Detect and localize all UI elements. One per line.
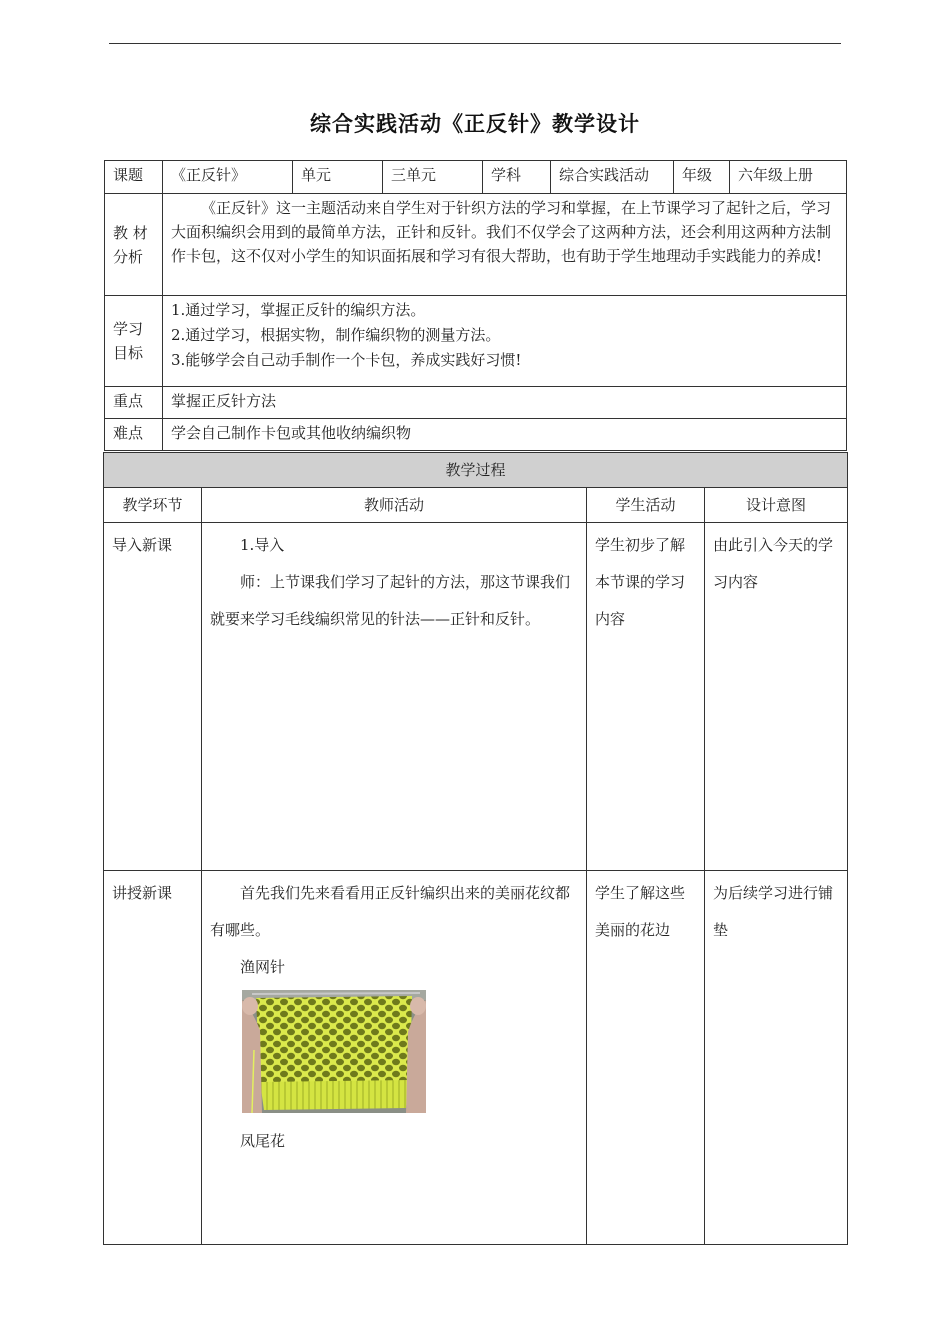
analysis-text: 《正反针》这一主题活动来自学生对于针织方法的学习和掌握，在上节课学习了起针之后，学习大面积编织会用到的最简单方法，正针和反针。我们不仅学会了这两种方法，还会利用这两种方法制作卡包，这不仅对小学生的知识面拓展和学习有很大帮助，也有助于学生地理动手实践能力的养成! bbox=[171, 199, 832, 265]
process-band bbox=[104, 453, 848, 488]
unit-label: 单元 bbox=[293, 161, 383, 194]
header-teacher: 教师活动 bbox=[202, 488, 587, 523]
grade-label: 年级 bbox=[674, 161, 730, 194]
intro-heading: 1.导入 bbox=[240, 536, 285, 554]
goals-label: 学习 目标 bbox=[105, 296, 163, 387]
teach-student: 学生了解这些美丽的花边 bbox=[587, 871, 705, 1245]
knitting-photo bbox=[242, 990, 426, 1113]
teach-intent: 为后续学习进行铺垫 bbox=[705, 871, 848, 1245]
goal-item: 3.能够学会自己动手制作一个卡包，养成实践好习惯! bbox=[171, 351, 522, 369]
pattern-fishnet-label: 渔网针 bbox=[240, 958, 286, 976]
info-row-key-point bbox=[105, 387, 847, 419]
header-student: 学生活动 bbox=[587, 488, 705, 523]
process-row-intro bbox=[104, 523, 848, 871]
difficulty-label: 难点 bbox=[105, 419, 163, 451]
process-table bbox=[103, 452, 848, 1245]
unit-value: 三单元 bbox=[383, 161, 483, 194]
pattern-phoenix-label: 凤尾花 bbox=[240, 1132, 286, 1150]
key-point-text: 掌握正反针方法 bbox=[163, 387, 847, 419]
info-row-analysis bbox=[105, 194, 847, 296]
analysis-label: 教 材 分析 bbox=[105, 194, 163, 296]
goal-item: 1.通过学习，掌握正反针的编织方法。 bbox=[171, 301, 426, 319]
header-stage: 教学环节 bbox=[104, 488, 202, 523]
process-band-title: 教学过程 bbox=[104, 453, 848, 488]
intro-teacher-text: 师：上节课我们学习了起针的方法，那这节课我们就要来学习毛线编织常见的针法——正针和反针。 bbox=[210, 573, 571, 628]
topic-label: 课题 bbox=[105, 161, 163, 194]
header-rule bbox=[109, 43, 841, 44]
teach-teacher-text: 首先我们先来看看用正反针编织出来的美丽花纹都有哪些。 bbox=[210, 884, 571, 939]
topic-value: 《正反针》 bbox=[163, 161, 293, 194]
subject-value: 综合实践活动 bbox=[551, 161, 674, 194]
stage-intro: 导入新课 bbox=[104, 523, 202, 871]
intro-student: 学生初步了解本节课的学习内容 bbox=[587, 523, 705, 871]
process-row-teach bbox=[104, 871, 848, 1245]
key-point-label: 重点 bbox=[105, 387, 163, 419]
page-title: 综合实践活动《正反针》教学设计 bbox=[310, 112, 640, 136]
header-intent: 设计意图 bbox=[705, 488, 848, 523]
info-row-meta bbox=[105, 161, 847, 194]
info-table bbox=[104, 160, 847, 451]
process-header-row bbox=[104, 488, 848, 523]
difficulty-text: 学会自己制作卡包或其他收纳编织物 bbox=[163, 419, 847, 451]
grade-value: 六年级上册 bbox=[730, 161, 847, 194]
intro-intent: 由此引入今天的学习内容 bbox=[705, 523, 848, 871]
info-row-difficulty bbox=[105, 419, 847, 451]
goal-item: 2.通过学习，根据实物，制作编织物的测量方法。 bbox=[171, 326, 501, 344]
subject-label: 学科 bbox=[483, 161, 551, 194]
stage-teach: 讲授新课 bbox=[104, 871, 202, 1245]
info-row-goals bbox=[105, 296, 847, 387]
